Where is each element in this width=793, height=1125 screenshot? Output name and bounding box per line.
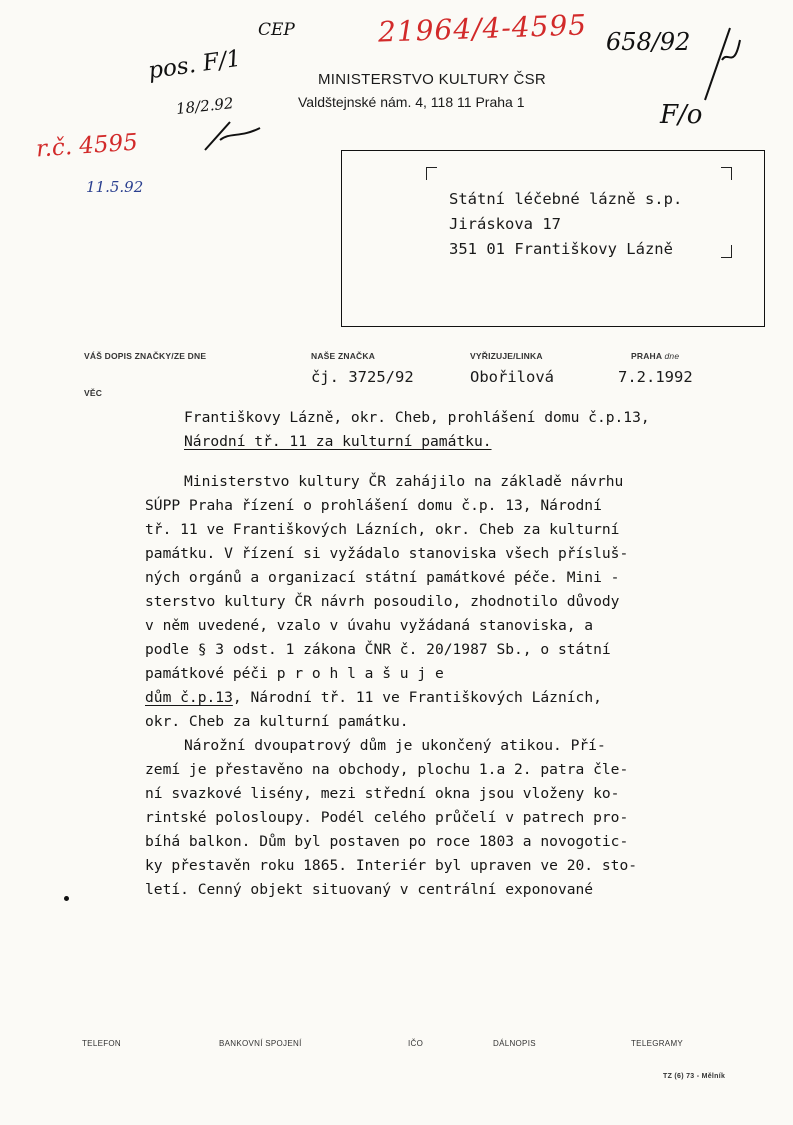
label-your-letter: VÁŠ DOPIS ZNAČKY/ZE DNE bbox=[84, 351, 207, 361]
box-corner-tl bbox=[426, 167, 437, 180]
recipient-line-2: Jiráskova 17 bbox=[449, 215, 561, 233]
body-line-6: sterstvo kultury ČR návrh posoudilo, zhodnotilo důvody bbox=[145, 593, 620, 610]
handwritten-blue-date: 11.5.92 bbox=[86, 178, 144, 196]
punch-dot bbox=[64, 896, 69, 901]
body-line-13: zemí je přestavěno na obchody, plochu 1.a 2. patra čle- bbox=[145, 761, 629, 778]
handwritten-date: 18/2.92 bbox=[175, 94, 235, 118]
body-line-1: Ministerstvo kultury ČR zahájilo na základě návrhu bbox=[184, 473, 624, 490]
ministry-address: Valdštejnské nám. 4, 118 11 Praha 1 bbox=[298, 94, 525, 110]
body-line-10-rest: , Národní tř. 11 ve Františkových Lázních, bbox=[232, 689, 602, 706]
label-subject: VĚC bbox=[84, 388, 103, 398]
label-place-dne: dne bbox=[664, 351, 680, 361]
handwritten-rc-number: r.č. 4595 bbox=[35, 129, 139, 163]
handwritten-pos: pos. F/1 bbox=[146, 45, 243, 85]
body-line-5: ných orgánů a organizací státní památkové péče. Mini - bbox=[145, 569, 620, 586]
signature-scribble bbox=[200, 110, 270, 160]
body-line-4: památku. V řízení si vyžádalo stanoviska všech přísluš- bbox=[145, 545, 629, 562]
recipient-line-3: 351 01 Františkovy Lázně bbox=[449, 240, 673, 258]
handwritten-fo: F/o bbox=[660, 100, 703, 130]
label-our-ref: NAŠE ZNAČKA bbox=[311, 351, 376, 361]
label-place-city: PRAHA bbox=[631, 351, 662, 361]
body-line-12: Nárožní dvoupatrový dům je ukončený atikou. Pří- bbox=[184, 737, 606, 754]
recipient-address-box bbox=[341, 150, 765, 327]
label-handler: VYŘIZUJE/LINKA bbox=[470, 351, 543, 361]
box-corner-br bbox=[721, 245, 732, 258]
red-registration-number: 21964/4-4595 bbox=[377, 8, 588, 49]
recipient-line-1: Státní léčebné lázně s.p. bbox=[449, 190, 683, 208]
body-line-17: ky přestavěn roku 1865. Interiér byl upraven ve 20. sto- bbox=[145, 857, 638, 874]
body-line-16: bíhá balkon. Dům byl postaven po roce 1803 a novogotic- bbox=[145, 833, 629, 850]
ministry-name: MINISTERSTVO KULTURY ČSR bbox=[318, 71, 547, 88]
footer-telegramy: TELEGRAMY bbox=[631, 1039, 684, 1048]
subject-line-1: Františkovy Lázně, okr. Cheb, prohlášení domu č.p.13, bbox=[184, 409, 650, 426]
our-reference-number: čj. 3725/92 bbox=[311, 368, 414, 386]
footer-bank: BANKOVNÍ SPOJENÍ bbox=[219, 1039, 302, 1048]
body-line-10 bbox=[145, 689, 602, 706]
declared-building: dům č.p.13 bbox=[145, 689, 233, 706]
print-code: TZ (6) 73 - Mělník bbox=[663, 1073, 726, 1080]
body-line-7: v něm uvedené, vzalo v úvahu vyžádaná stanoviska, a bbox=[145, 617, 594, 634]
letter-date: 7.2.1992 bbox=[618, 368, 693, 386]
footer-dalnopis: DÁLNOPIS bbox=[493, 1039, 536, 1048]
body-line-8: podle § 3 odst. 1 zákona ČNR č. 20/1987 Sb., o státní bbox=[145, 641, 611, 658]
body-line-3: tř. 11 ve Františkových Lázních, okr. Cheb za kulturní bbox=[145, 521, 620, 538]
body-line-14: ní svazkové lisény, mezi střední okna jsou vloženy ko- bbox=[145, 785, 620, 802]
cep-handwritten: CEP bbox=[258, 20, 295, 40]
body-line-15: rintské polosloupy. Podél celého průčelí v patrech pro- bbox=[145, 809, 629, 826]
body-line-11: okr. Cheb za kulturní památku. bbox=[145, 713, 409, 730]
body-line-9: památkové péči p r o h l a š u j e bbox=[145, 665, 444, 682]
body-line-18: letí. Cenný objekt situovaný v centrální exponované bbox=[145, 881, 594, 898]
handwritten-ref-number: 658/92 bbox=[606, 28, 691, 56]
label-place bbox=[631, 351, 679, 361]
footer-telefon: TELEFON bbox=[82, 1039, 121, 1048]
subject-line-2: Národní tř. 11 za kulturní památku. bbox=[184, 433, 492, 450]
handler-name: Obořilová bbox=[470, 368, 554, 386]
box-corner-tr bbox=[721, 167, 732, 180]
body-line-2: SÚPP Praha řízení o prohlášení domu č.p. 13, Národní bbox=[145, 497, 602, 514]
slash-mark bbox=[700, 20, 750, 110]
footer-ico: IČO bbox=[408, 1039, 424, 1048]
